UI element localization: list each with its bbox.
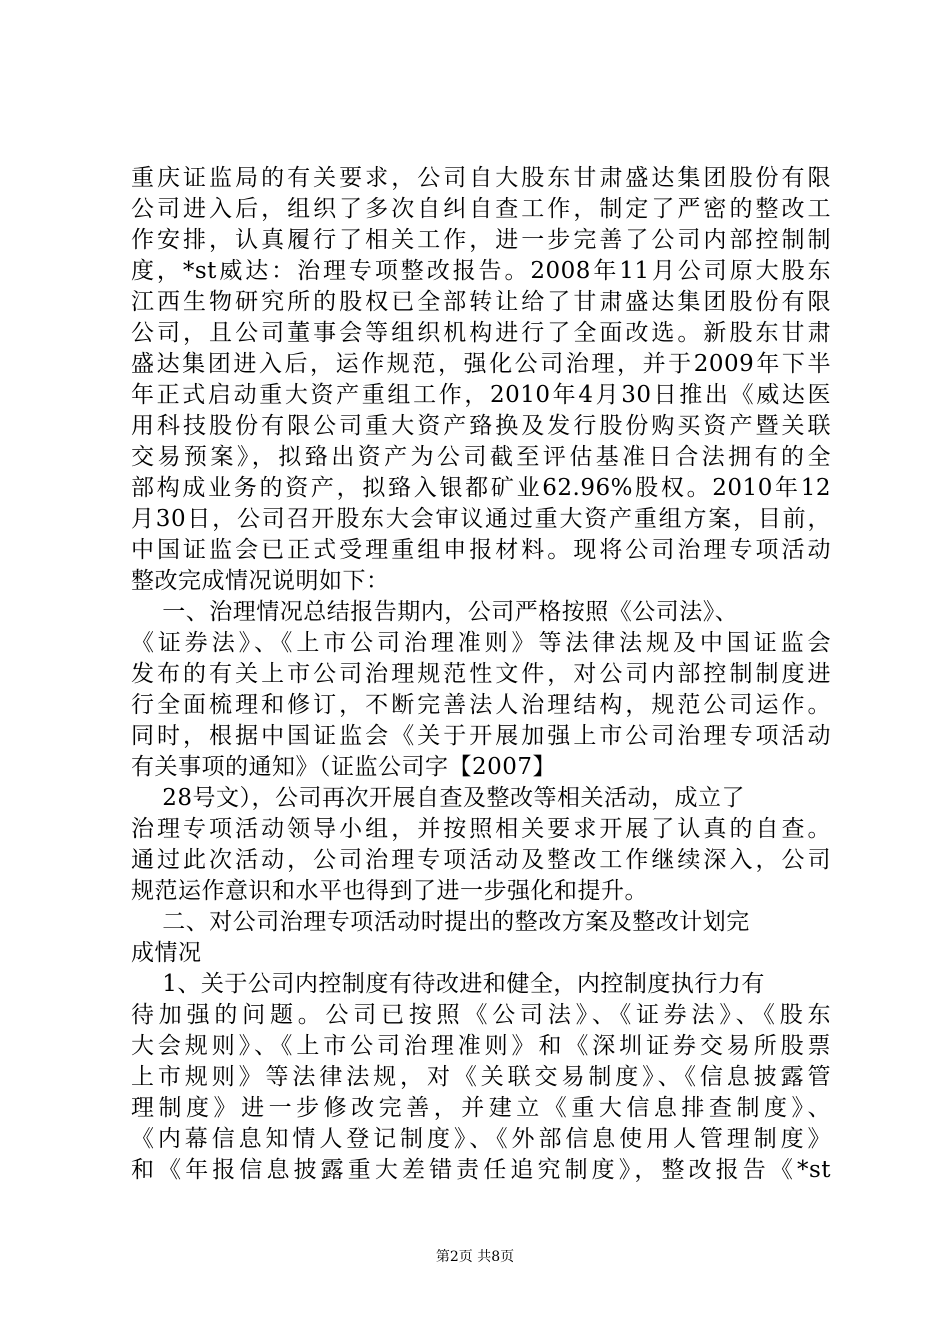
text-line: 大会规则》、《上市公司治理准则》和《深圳证券交易所股票 [131,1033,831,1059]
text-line: 规范运作意识和水平也得到了进一步强化和提升。 [131,878,648,904]
text-line: 二、对公司治理专项活动时提出的整改方案及整改计划完 [131,909,750,935]
text-line: 有关事项的通知》（证监公司字【2007】 [131,754,557,780]
text-line: 行全面梳理和修订，不断完善法人治理结构，规范公司运作。 [131,692,831,718]
text-line: 重庆证监局的有关要求，公司自大股东甘肃盛达集团股份有限 [131,165,831,191]
text-line: 盛达集团进入后，运作规范，强化公司治理，并于2009年下半 [131,351,831,377]
page-footer: 第2页 共8页 [435,1249,515,1265]
text-line: 理制度》进一步修改完善，并建立《重大信息排查制度》、 [131,1095,831,1121]
text-line: 一、治理情况总结报告期内，公司严格按照《公司法》、 [131,599,739,625]
text-line: 同时，根据中国证监会《关于开展加强上市公司治理专项活动 [131,723,831,749]
text-line: 整改完成情况说明如下： [131,568,390,594]
text-line: 月30日，公司召开股东大会审议通过重大资产重组方案，目前， [131,506,831,532]
text-line: 公司进入后，组织了多次自纠自查工作，制定了严密的整改工 [131,196,831,222]
text-line: 用科技股份有限公司重大资产臵换及发行股份购买资产暨关联 [131,413,831,439]
text-line: 江西生物研究所的股权已全部转让给了甘肃盛达集团股份有限 [131,289,831,315]
text-line: 年正式启动重大资产重组工作，2010年4月30日推出《威达医 [131,382,831,408]
text-line: 中国证监会已正式受理重组申报材料。现将公司治理专项活动 [131,537,831,563]
text-line: 《内幕信息知情人登记制度》、《外部信息使用人管理制度》 [131,1126,831,1152]
text-line: 和《年报信息披露重大差错责任追究制度》，整改报告《*st [131,1157,831,1183]
text-line: 度，*st威达：治理专项整改报告。2008年11月公司原大股东 [131,258,831,284]
text-line: 作安排，认真履行了相关工作，进一步完善了公司内部控制制 [131,227,831,253]
text-line: 公司，且公司董事会等组织机构进行了全面改选。新股东甘肃 [131,320,831,346]
text-line: 部构成业务的资产，拟臵入银都矿业62.96%股权。2010年12 [131,475,831,501]
text-line: 交易预案》，拟臵出资产为公司截至评估基准日合法拥有的全 [131,444,831,470]
text-line: 发布的有关上市公司治理规范性文件，对公司内部控制制度进 [131,661,831,687]
text-line: 1、关于公司内控制度有待改进和健全，内控制度执行力有 [131,971,765,997]
text-line: 28号文），公司再次开展自查及整改等相关活动，成立了 [131,785,746,811]
text-line: 通过此次活动，公司治理专项活动及整改工作继续深入，公司 [131,847,831,873]
text-line: 《证券法》、《上市公司治理准则》等法律法规及中国证监会 [131,630,831,656]
text-line: 待加强的问题。公司已按照《公司法》、《证券法》、《股东 [131,1002,831,1028]
text-line: 上市规则》等法律法规，对《关联交易制度》、《信息披露管 [131,1064,831,1090]
document-body [131,163,831,1186]
text-line: 成情况 [131,940,202,966]
text-line: 治理专项活动领导小组，并按照相关要求开展了认真的自查。 [131,816,831,842]
